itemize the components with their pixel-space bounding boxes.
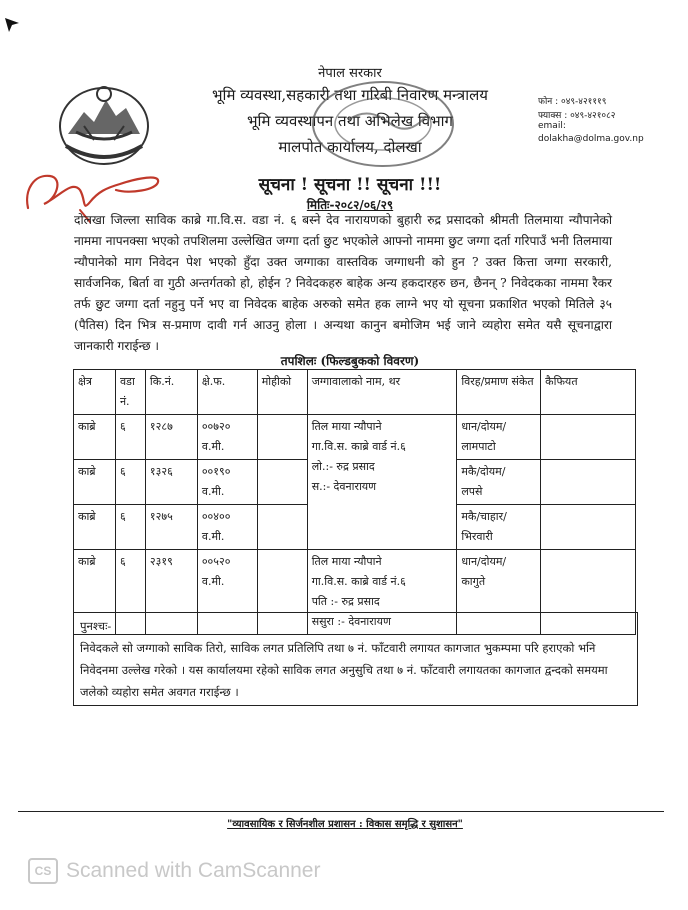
nepal-government-emblem-icon	[54, 82, 154, 172]
size-unit: व.मी.	[201, 530, 225, 543]
cell-area: काब्रे	[74, 505, 116, 550]
cell-remarks	[541, 460, 636, 505]
cell-mohi	[257, 505, 307, 550]
owner-line: तिल माया न्यौपाने	[311, 420, 382, 433]
cell-ward: ६	[115, 415, 145, 460]
cell-proof	[457, 460, 541, 505]
government-name: नेपाल सरकार	[318, 66, 382, 81]
header-remarks: कैफियत	[541, 370, 636, 415]
email-address[interactable]: dolakha@dolma.gov.np	[538, 134, 644, 144]
owner-line: गा.वि.स. काब्रे वार्ड नं.६	[311, 440, 406, 453]
email-label: email:	[538, 121, 566, 131]
cell-kitta: २३१९	[145, 550, 197, 635]
cell-ward: ६	[115, 550, 145, 635]
cell-ward: ६	[115, 460, 145, 505]
cell-ward: ६	[115, 505, 145, 550]
footer-divider	[18, 811, 664, 812]
size-unit: व.मी.	[201, 440, 225, 453]
proof-line: धान/दोयम/	[461, 420, 507, 433]
cell-size	[197, 460, 257, 505]
cell-mohi	[257, 460, 307, 505]
header-owner: जग्गावालाको नाम, थर	[307, 370, 457, 415]
cell-area: काब्रे	[74, 460, 116, 505]
size-unit: व.मी.	[201, 575, 225, 588]
corner-mark-icon	[4, 16, 22, 34]
owner-line: लो.:- रुद्र प्रसाद	[311, 460, 375, 473]
size-unit: व.मी.	[201, 485, 225, 498]
cell-mohi	[257, 415, 307, 460]
owner-line: तिल माया न्यौपाने	[311, 555, 382, 568]
proof-line: लपसे	[461, 485, 483, 498]
cell-owner	[307, 415, 457, 550]
proof-line: भिरवारी	[461, 530, 493, 543]
cell-kitta: १२७५	[145, 505, 197, 550]
notice-body: दोलखा जिल्ला साविक काब्रे गा.वि.स. वडा नं. ६ बस्ने देव नारायणको बुहारी रुद्र प्रसादको श्रीमती तिलमाया न्यौपानेको नाममा नापनक्सा भएको तपशिलमा उल्लेखित जग्गा दर्ता छुट भएकोले आफ्नो नाममा छुट जग्गा दर्ता गरिपाउँ भनी तिलमाया न्यौपानेको माग निवेदन पेश भएको हुँदा उक्त जग्गाका वास्तविक जग्गाधनी को हुन ? उक्त कित्ता जग्गा सरकारी, सार्वजनिक, बिर्ता वा गुठी अन्तर्गतको हो, होईन ? निवेदकहरु बाहेक अन्य हकदारहरु छन, छैनन् ? निवेदकका नाममा रैकर तर्फ छुट जग्गा दर्ता नहुनु पर्ने भए वा निवेदक बाहेक अरुको समेत हक लाग्ने भए यो सूचना प्रकाशित भएको मितिले ३५ (पैतिस) दिन भित्र स-प्रमाण दावी गर्न आउनु होला । अन्यथा कानुन बमोजिम भई जाने व्यहोरा समेत यसै सूचनाद्वारा जानकारी गराईन्छ ।	[74, 213, 612, 353]
proof-line: मकै/दोयम/	[461, 465, 506, 478]
header-area: क्षेत्र	[74, 370, 116, 415]
postscript-note	[73, 612, 638, 706]
header-mohi: मोहीको	[257, 370, 307, 415]
cell-area: काब्रे	[74, 550, 116, 635]
cell-proof	[457, 505, 541, 550]
header-proof: विरह/प्रमाण संकेत	[457, 370, 541, 415]
postscript-text: निवेदकले सो जग्गाको साविक तिरो, साविक लगत प्रतिलिपि तथा ७ नं. फाँटवारी लगायत कागजात भुकम्पमा परि हराएको भनि निवेदनमा उल्लेख गरेको । यस कार्यालयमा रहेको साविक लगत अनुसुचि तथा ७ नं. फाँटवारी लगायतका कागजात द्वन्दको समयमा जलेको व्यहोरा समेत अवगत गराईन्छ ।	[80, 641, 608, 699]
size-value: ००५२०	[201, 555, 231, 568]
cell-remarks	[541, 415, 636, 460]
size-value: ००१९०	[201, 465, 231, 478]
owner-line: स.:- देवनारायण	[311, 480, 377, 493]
cell-remarks	[541, 505, 636, 550]
header-size: क्षे.फ.	[197, 370, 257, 415]
owner-line: पति :- रुद्र प्रसाद	[311, 595, 380, 608]
size-value: ००७२०	[201, 420, 231, 433]
cell-kitta: १३२६	[145, 460, 197, 505]
office-name: मालपोत कार्यालय, दोलखा	[278, 138, 422, 156]
owner-line: ससुरा :- देवनारायण	[311, 615, 391, 628]
cell-size	[197, 415, 257, 460]
cell-kitta: १२८७	[145, 415, 197, 460]
camscanner-logo-icon: CS	[28, 858, 58, 884]
office-seal-stamp	[308, 76, 458, 172]
cell-proof	[457, 415, 541, 460]
size-value: ००४००	[201, 510, 231, 523]
department-name: भूमि व्यवस्थापन तथा अभिलेख विभाग	[247, 112, 453, 130]
camscanner-text: Scanned with CamScanner	[66, 859, 321, 882]
cell-area: काब्रे	[74, 415, 116, 460]
fax-number: फ्याक्स : ०४९-४२१०८२	[538, 111, 616, 121]
proof-line: लामपाटो	[461, 440, 496, 453]
table-header-row	[74, 370, 636, 415]
proof-line: कागुते	[461, 575, 486, 588]
ministry-name: भूमि व्यवस्था,सहकारी तथा गरिबी निवारण मन्त्रालय	[212, 86, 488, 104]
table-caption: तपशिलः (फिल्डबुकको विवरण)	[280, 354, 420, 368]
header-kitta: कि.नं.	[145, 370, 197, 415]
phone-number: फोन : ०४९-४२१११९	[538, 97, 607, 107]
proof-line: मकै/चाहार/	[461, 510, 507, 523]
notice-title: सूचना ! सूचना !! सूचना !!!	[258, 175, 442, 195]
cell-size	[197, 505, 257, 550]
camscanner-watermark	[28, 858, 320, 884]
header-ward: वडा नं.	[115, 370, 145, 415]
footer-slogan: "व्यावसायिक र सिर्जनशील प्रशासन : विकास समृद्धि र सुशासन"	[227, 819, 463, 830]
table-row	[74, 415, 636, 460]
postscript-label: पुनश्चः-	[80, 619, 112, 633]
fieldbook-table	[73, 369, 636, 635]
notice-date: मितिः-२०८२/०६/२९	[306, 198, 394, 212]
owner-line: गा.वि.स. काब्रे वार्ड नं.६	[311, 575, 406, 588]
proof-line: धान/दोयम/	[461, 555, 507, 568]
